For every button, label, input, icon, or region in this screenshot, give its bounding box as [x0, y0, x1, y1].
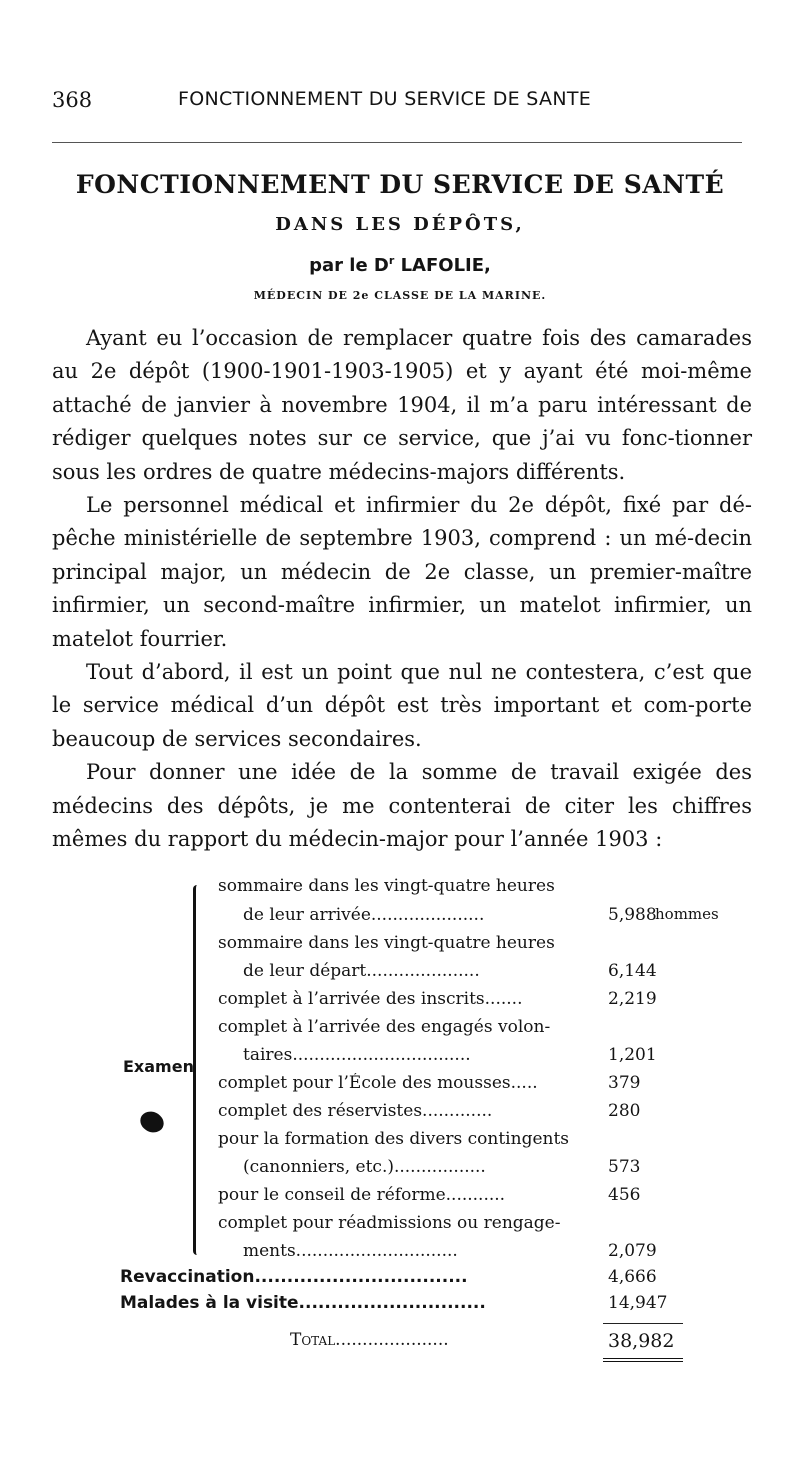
table-row [0, 1213, 800, 1241]
examen-label: Examen [123, 1057, 194, 1076]
row-value: 5,988 [608, 905, 657, 925]
table-row [0, 1101, 800, 1129]
table-row [0, 1157, 800, 1185]
page-number: 368 [52, 88, 93, 112]
row-label: pour le conseil de réforme........... [218, 1185, 506, 1205]
row-value: 4,666 [608, 1267, 657, 1287]
table-row [0, 1241, 800, 1269]
row-label: Revaccination................................. [120, 1267, 468, 1287]
byline-sup: r [388, 254, 395, 267]
row-label: sommaire dans les vingt-quatre heures [218, 876, 555, 896]
byline-prefix: par le D [309, 255, 389, 276]
row-value: 379 [608, 1073, 641, 1093]
row-label: de leur départ..................... [243, 961, 480, 981]
article-subtitle: DANS LES DÉPÔTS, [275, 214, 525, 235]
row-value: 280 [608, 1101, 641, 1121]
unit-label: hommes [655, 905, 719, 923]
row-label: sommaire dans les vingt-quatre heures [218, 933, 555, 953]
row-value: 456 [608, 1185, 641, 1205]
row-label: complet à l’arrivée des inscrits....... [218, 989, 523, 1009]
total-label: Total..................... [290, 1330, 449, 1350]
paragraph: Ayant eu l’occasion de remplacer quatre fois des camarades au 2e dépôt (1900-1901-1903-1905) et y ayant été moi-même attaché de janvier à novembre 1904, il m’a paru intéressant de rédiger quelques notes sur ce service, que j’ai vu fonc-tionner sous les ordres de quatre médecins-majors différents. [52, 326, 752, 484]
author-rank: MÉDECIN DE 2e CLASSE DE LA MARINE. [253, 289, 547, 302]
table-row [0, 989, 800, 1017]
total-row [0, 1330, 800, 1358]
row-label: taires................................. [243, 1045, 471, 1065]
row-label: complet pour l’École des mousses..... [218, 1073, 538, 1093]
row-label: pour la formation des divers contingents [218, 1129, 570, 1149]
row-value: 2,079 [608, 1241, 657, 1261]
total-double-rule [603, 1358, 683, 1365]
row-label: complet à l’arrivée des engagés volon- [218, 1017, 551, 1037]
row-value: 573 [608, 1157, 641, 1177]
header-rule [52, 142, 742, 143]
table-row [0, 905, 800, 933]
table-row [0, 1293, 800, 1321]
paragraph: Le personnel médical et infirmier du 2e dépôt, fixé par dé-pêche ministérielle de septembre 1903, comprend : un mé-decin principal major, un médecin de 2e classe, un premier-maître infirmier, un second-maître infirmier, un matelot infirmier, un matelot fourrier. [52, 493, 752, 651]
paragraph: Pour donner une idée de la somme de travail exigée des médecins des dépôts, je me contenterai de citer les chiffres mêmes du rapport du médecin-major pour l’année 1903 : [52, 760, 752, 852]
row-value: 6,144 [608, 961, 657, 981]
statistics-table [0, 870, 800, 1390]
article-title: FONCTIONNEMENT DU SERVICE DE SANTÉ [75, 170, 725, 199]
row-label: ments.............................. [243, 1241, 458, 1261]
row-value: 14,947 [608, 1293, 668, 1313]
total-value: 38,982 [608, 1330, 675, 1352]
row-label: de leur arrivée..................... [243, 905, 485, 925]
table-row [0, 1073, 800, 1101]
table-row [0, 876, 800, 904]
table-row [0, 1045, 800, 1073]
paragraph: Tout d’abord, il est un point que nul ne contestera, c’est que le service médical d’un dépôt est très important et com-porte beaucoup de services secondaires. [52, 660, 752, 751]
row-label: complet pour réadmissions ou rengage- [218, 1213, 561, 1233]
running-title: FONCTIONNEMENT DU SERVICE DE SANTE [178, 88, 592, 110]
table-row [0, 1267, 800, 1295]
row-value: 2,219 [608, 989, 657, 1009]
row-label: (canonniers, etc.)................. [243, 1157, 486, 1177]
table-row [0, 1017, 800, 1045]
article-body [52, 322, 752, 857]
author-byline [0, 254, 800, 276]
total-rule [603, 1323, 683, 1324]
table-row [0, 1129, 800, 1157]
author-name: LAFOLIE, [400, 255, 491, 276]
row-label: complet des réservistes............. [218, 1101, 493, 1121]
row-label: Malades à la visite............................. [120, 1293, 486, 1313]
table-row [0, 933, 800, 961]
page-header [0, 88, 800, 118]
table-row [0, 1185, 800, 1213]
row-value: 1,201 [608, 1045, 657, 1065]
table-row [0, 961, 800, 989]
